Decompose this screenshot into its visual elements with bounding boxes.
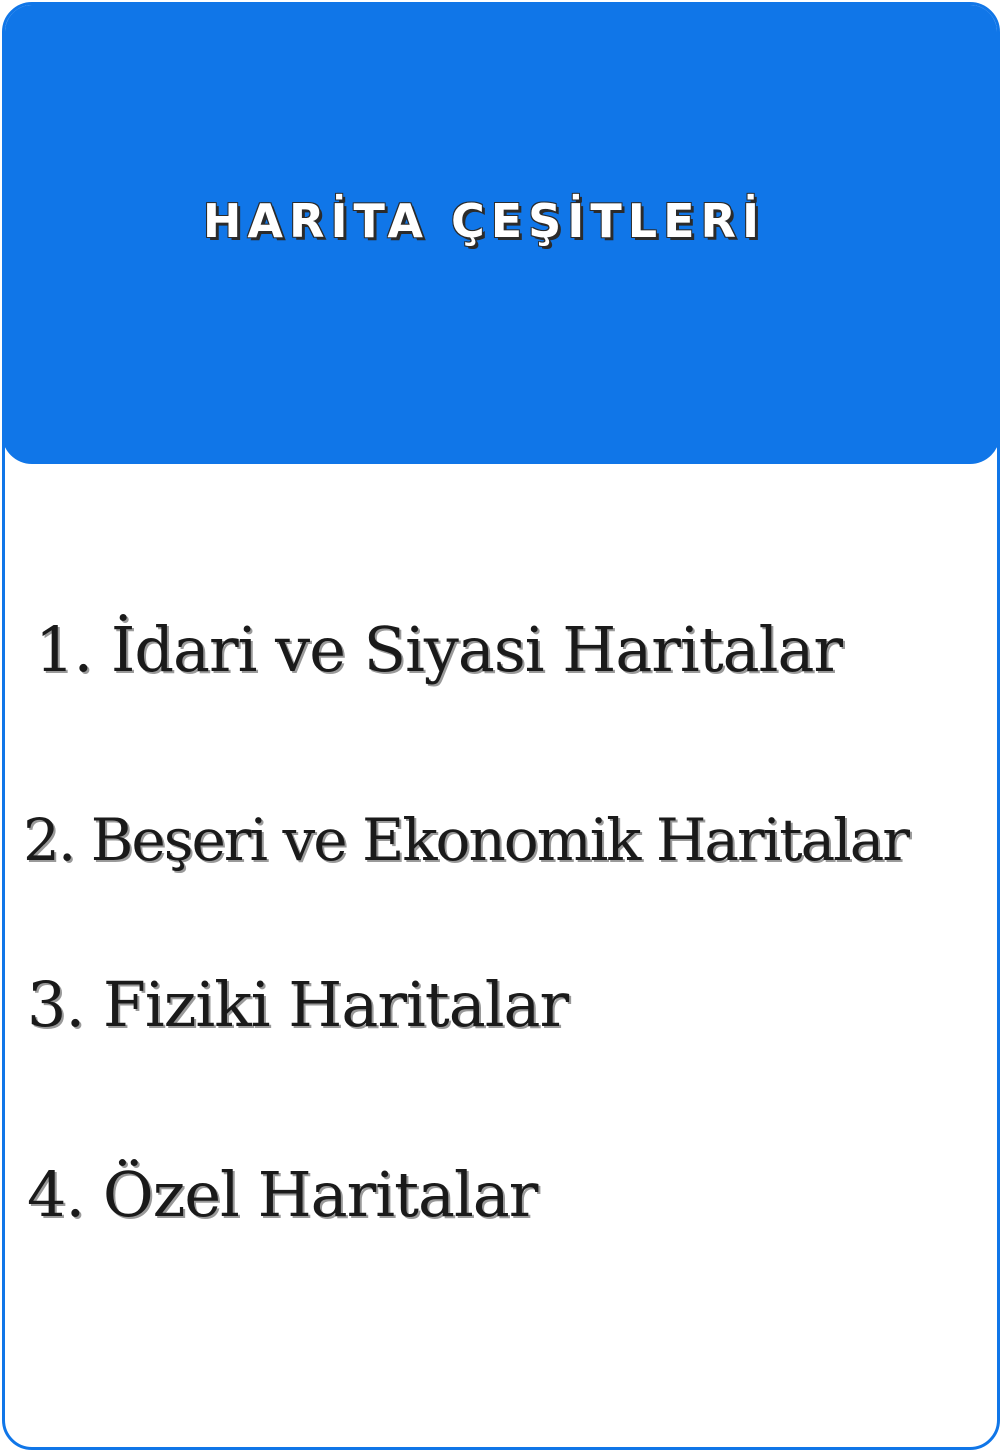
list-item: 1. İdari ve Siyasi Haritalar (35, 613, 843, 686)
list-item: 3. Fiziki Haritalar (27, 968, 569, 1041)
card-header (2, 2, 1000, 464)
list-item: 4. Özel Haritalar (27, 1158, 538, 1231)
page-title: HARİTA ÇEŞİTLERİ (202, 194, 766, 248)
list-item: 2. Beşeri ve Ekonomik Haritalar (23, 806, 909, 874)
info-card (2, 2, 1000, 1450)
